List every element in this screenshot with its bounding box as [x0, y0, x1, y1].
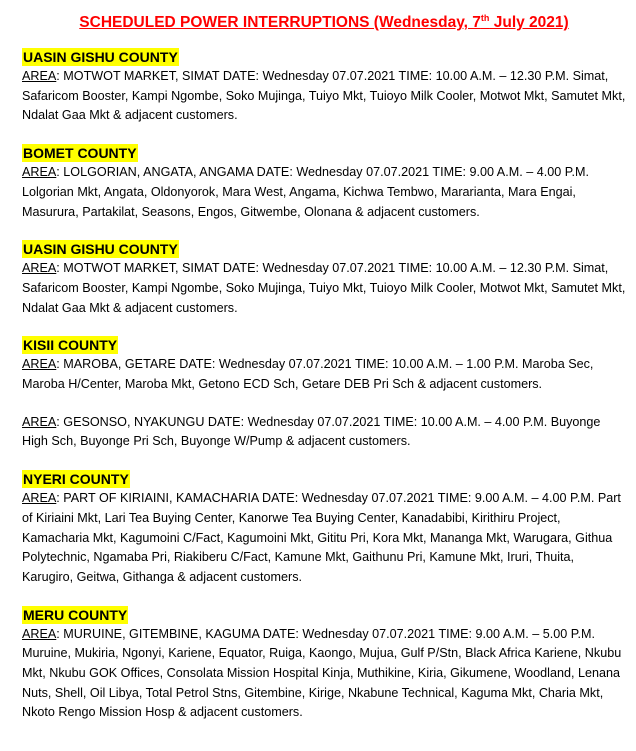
area-label: AREA — [22, 357, 57, 372]
county-heading: MERU COUNTY — [23, 606, 128, 623]
outage-entry — [22, 67, 626, 126]
county-section — [22, 144, 626, 222]
sections-container — [22, 48, 626, 723]
title-suffix: July 2021) — [489, 14, 569, 31]
county-heading: BOMET COUNTY — [23, 145, 137, 162]
county-heading: KISII COUNTY — [23, 337, 118, 354]
entry-text: : LOLGORIAN, ANGATA, ANGAMA DATE: Wednesday 07.07.2021 TIME: 9.00 A.M. – 4.00 P.M. Lolgorian Mkt, Angata, Oldonyorok, Mara West, Angama, Kichwa Tembwo, Mararianta, Mara Engai, Masurura, Partakilat, Seasons, Engos, Gitwembe, Olonana & adjacent customers. — [22, 165, 589, 219]
area-label: AREA — [22, 491, 57, 506]
entry-text: : PART OF KIRIAINI, KAMACHARIA DATE: Wednesday 07.07.2021 TIME: 9.00 A.M. – 4.00 P.M. Part of Kiriaini Mkt, Lari Tea Buying Center, Kanorwe Tea Buying Center, Kanadabibi, Kirithiru Project, Kamacharia Mkt, Kagumoini C/Fact, Kagumoini Mkt, Gititu Pri, Kora Mkt, Mananga Mkt, Warugara, Githua Polytechnic, Ngamaba Pri, Riakiberu C/Fact, Kamune Mkt, Gaithunu Pri, Kamune Mkt, Iruri, Thuita, Karugiro, Geitwa, Githanga & adjacent customers. — [22, 491, 621, 584]
area-label: AREA — [22, 69, 57, 83]
outage-entry — [22, 489, 626, 588]
area-label: AREA — [22, 165, 57, 180]
area-label: AREA — [22, 261, 57, 276]
entry-text: : MOTWOT MARKET, SIMAT DATE: Wednesday 07.07.2021 TIME: 10.00 A.M. – 12.30 P.M. Simat, Safaricom Booster, Kampi Ngombe, Soko Mujinga, Tuiyo Mkt, Tuioyo Milk Cooler, Motwot Mkt, Samutet Mkt, Ndalat Gaa Mkt & adjacent customers. — [22, 261, 626, 315]
county-section — [22, 48, 626, 126]
county-heading: UASIN GISHU COUNTY — [23, 241, 178, 258]
area-label: AREA — [22, 626, 57, 641]
outage-entry — [22, 355, 626, 394]
entry-text: : MURUINE, GITEMBINE, KAGUMA DATE: Wednesday 07.07.2021 TIME: 9.00 A.M. – 5.00 P.M. Muruine, Mukiria, Ngonyi, Kariene, Equator, Ruiga, Kaongo, Mujua, Gulf P/Stn, Black Africa Kariene, Nkubu Mkt, Nkubu GOK Offices, Consolata Mission Hospital Kinja, Muthikine, Kiria, Gikumene, Woodland, Lenana Nuts, Shell, Oil Libya, Total Petrol Stns, Gitembine, Kirige, Nkabune Technical, Kaguma Mkt, Charia Mkt, Nkoto Rengo Mission Hosp & adjacent customers. — [22, 626, 622, 720]
county-section — [22, 470, 626, 588]
county-section — [22, 240, 626, 318]
title-prefix: SCHEDULED POWER INTERRUPTIONS (Wednesday, 7 — [79, 14, 481, 31]
area-label: AREA — [22, 414, 57, 429]
county-heading: NYERI COUNTY — [23, 471, 129, 488]
county-section — [22, 606, 626, 724]
title-superscript: th — [480, 12, 490, 23]
entry-text: : MOTWOT MARKET, SIMAT DATE: Wednesday 07.07.2021 TIME: 10.00 A.M. – 12.30 P.M. Simat, Safaricom Booster, Kampi Ngombe, Soko Mujinga, Tuiyo Mkt, Tuioyo Milk Cooler, Motwot Mkt, Samutet Mkt, Ndalat Gaa Mkt & adjacent customers. — [22, 69, 626, 123]
county-section — [22, 336, 626, 452]
county-heading: UASIN GISHU COUNTY — [23, 49, 178, 65]
page-title — [22, 12, 626, 34]
outage-entry — [22, 413, 626, 452]
outage-entry — [22, 163, 626, 222]
entry-text: : GESONSO, NYAKUNGU DATE: Wednesday 07.07.2021 TIME: 10.00 A.M. – 4.00 P.M. Buyonge High Sch, Buyonge Pri Sch, Buyonge W/Pump & adjacent customers. — [22, 414, 601, 449]
outage-entry — [22, 259, 626, 318]
outage-entry — [22, 625, 626, 724]
entry-text: : MAROBA, GETARE DATE: Wednesday 07.07.2021 TIME: 10.00 A.M. – 1.00 P.M. Maroba Sec, Maroba H/Center, Maroba Mkt, Getono ECD Sch, Getare DEB Pri Sch & adjacent customers. — [22, 357, 594, 392]
